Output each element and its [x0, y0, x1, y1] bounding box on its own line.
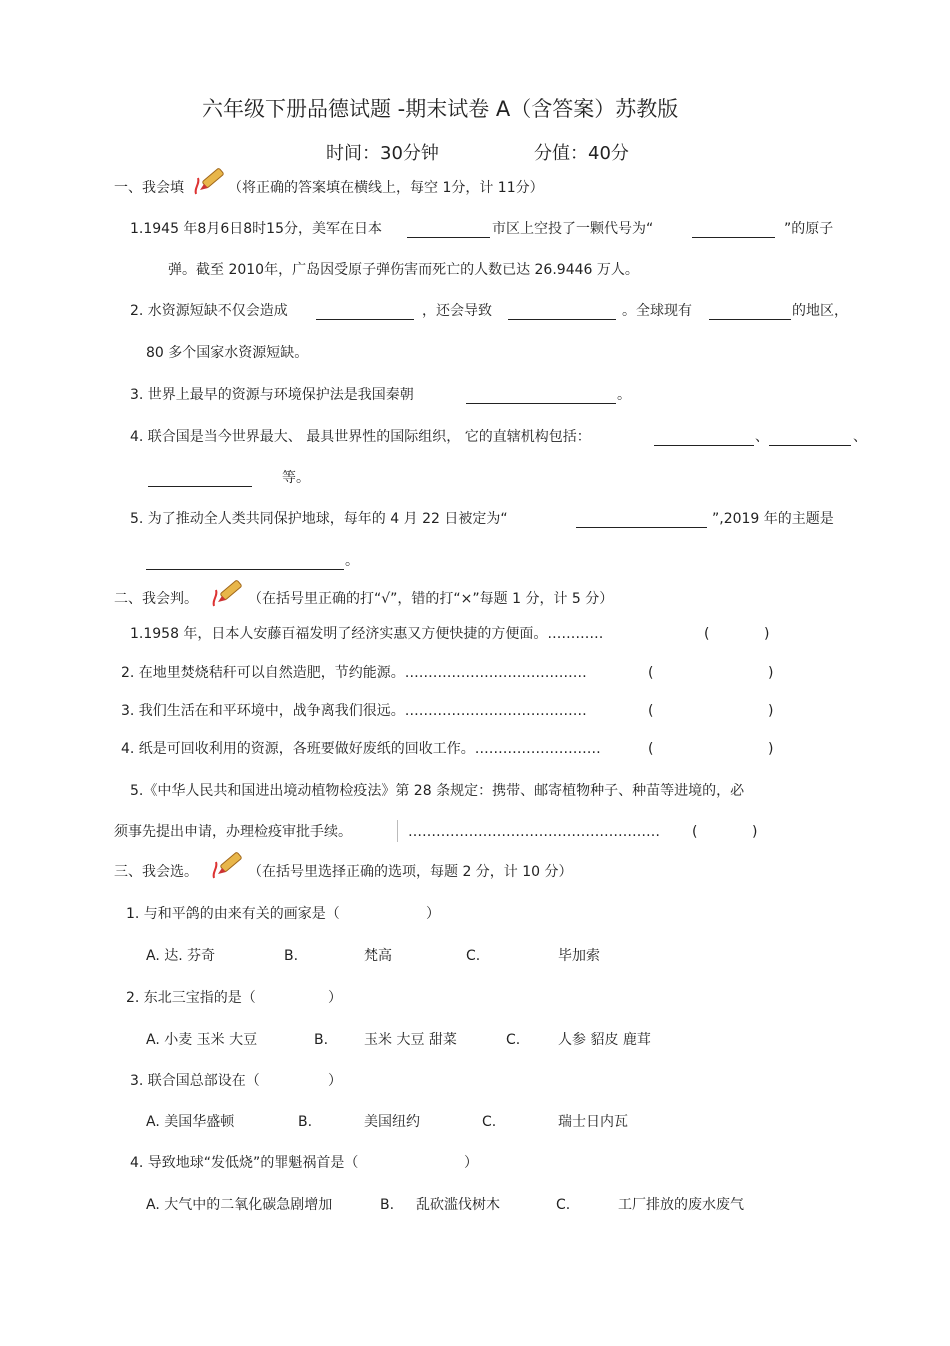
crayon-icon: [210, 576, 246, 610]
s2-q4: 4. 纸是可回收利用的资源，各班要做好废纸的回收工作。………………………: [121, 741, 601, 757]
s1-q4-part-c: 、: [853, 429, 867, 445]
s3-q1-option-b-label[interactable]: B.: [284, 948, 299, 964]
s3-q2-option-c[interactable]: 人参 貂皮 鹿茸: [558, 1032, 651, 1048]
s2-q3-paren-close[interactable]: ): [768, 703, 774, 719]
s2-q1: 1.1958 年，日本人安藤百福发明了经济实惠又方便快捷的方便面。…………: [130, 626, 604, 642]
divider: [397, 820, 398, 842]
s1-q1-part-a: 1.1945 年8月6日8时15分，美军在日本: [130, 221, 382, 237]
s3-q1: 1. 与和平鸽的由来有关的画家是（: [126, 906, 340, 922]
s2-q5-paren-open: (: [692, 824, 698, 840]
s1-q1-part-b: 市区上空投了一颗代号为“: [492, 221, 654, 237]
s3-q4-option-b[interactable]: 乱砍滥伐树木: [416, 1197, 500, 1213]
s2-q3-paren-open: (: [648, 703, 654, 719]
s3-q1-paren-close[interactable]: ）: [426, 906, 440, 922]
s1-q4-blank-2[interactable]: [769, 445, 851, 446]
s2-q2: 2. 在地里焚烧秸秆可以自然造肥，节约能源。…………………………………: [121, 665, 587, 681]
crayon-icon: [210, 848, 246, 882]
s1-q2-part-e: 80 多个国家水资源短缺。: [146, 345, 309, 361]
s1-q4-blank-1[interactable]: [654, 445, 754, 446]
s1-q2-part-b: ，还会导致: [422, 303, 492, 319]
s3-q1-option-c-label[interactable]: C.: [466, 948, 481, 964]
s2-q5-line-2: 须事先提出申请，办理检疫审批手续。: [114, 824, 352, 840]
s3-q4-option-c-label[interactable]: C.: [556, 1197, 571, 1213]
s3-q4-option-c[interactable]: 工厂排放的废水废气: [618, 1197, 744, 1213]
s2-q1-paren-open: (: [704, 626, 710, 642]
s1-q5-part-c: 。: [345, 553, 359, 569]
s1-q4-part-b: 、: [755, 429, 769, 445]
s2-q2-paren-close[interactable]: ): [768, 665, 774, 681]
crayon-icon: [192, 164, 228, 198]
s3-q2-option-b-label[interactable]: B.: [314, 1032, 329, 1048]
s1-q2-part-c: 。全球现有: [622, 303, 692, 319]
s3-q3: 3. 联合国总部设在（: [130, 1073, 260, 1089]
section-1-title: 一、我会填: [114, 180, 184, 196]
s2-q1-paren-close[interactable]: ): [764, 626, 770, 642]
s2-q5-dots: ………………………………………………: [408, 824, 660, 840]
s3-q2-option-a[interactable]: A. 小麦 玉米 大豆: [146, 1032, 258, 1048]
section-2-title: 二、我会判。: [114, 591, 198, 607]
s1-q3-part-b: 。: [617, 387, 631, 403]
section-2-note: （在括号里正确的打“√”，错的打“×”每题 1 分，计 5 分）: [248, 591, 614, 607]
s1-q1-blank-2[interactable]: [692, 237, 775, 238]
s1-q2-part-d: 的地区，: [792, 303, 848, 319]
s1-q5-part-b: ”,2019 年的主题是: [712, 511, 834, 527]
s1-q4-blank-3[interactable]: [148, 486, 252, 487]
s2-q5-paren-close[interactable]: ): [752, 824, 758, 840]
page-title: 六年级下册品德试题 -期末试卷 A（含答案）苏教版: [202, 97, 679, 121]
s1-q5-blank-1[interactable]: [576, 527, 707, 528]
s1-q4-part-d: 等。: [282, 470, 310, 486]
s1-q2-blank-2[interactable]: [508, 319, 616, 320]
s3-q2: 2. 东北三宝指的是（: [126, 990, 256, 1006]
s3-q4-option-a[interactable]: A. 大气中的二氧化碳急剧增加: [146, 1197, 333, 1213]
s3-q4-paren-close[interactable]: ）: [464, 1155, 478, 1171]
s1-q1-part-d: 弹。截至 2010年，广岛因受原子弹伤害而死亡的人数已达 26.9446 万人。: [168, 262, 639, 278]
s3-q1-option-b[interactable]: 梵高: [364, 948, 392, 964]
s1-q1-blank-1[interactable]: [407, 237, 490, 238]
s3-q3-option-c-label[interactable]: C.: [482, 1114, 497, 1130]
s3-q3-option-b[interactable]: 美国纽约: [364, 1114, 420, 1130]
s1-q4-part-a: 4. 联合国是当今世界最大、 最具世界性的国际组织， 它的直辖机构包括：: [130, 429, 591, 445]
s1-q2-blank-1[interactable]: [316, 319, 414, 320]
s3-q1-option-c[interactable]: 毕加索: [558, 948, 600, 964]
s2-q4-paren-open: (: [648, 741, 654, 757]
s3-q2-option-c-label[interactable]: C.: [506, 1032, 521, 1048]
section-1-note: （将正确的答案填在横线上，每空 1分，计 11分）: [228, 180, 544, 196]
s1-q3-part-a: 3. 世界上最早的资源与环境保护法是我国秦朝: [130, 387, 414, 403]
s1-q3-blank[interactable]: [466, 403, 616, 404]
s3-q3-option-a[interactable]: A. 美国华盛顿: [146, 1114, 235, 1130]
s3-q4-option-b-label[interactable]: B.: [380, 1197, 395, 1213]
s1-q2-part-a: 2. 水资源短缺不仅会造成: [130, 303, 288, 319]
exam-score: 分值：40分: [534, 143, 629, 164]
s3-q3-paren-close[interactable]: ）: [328, 1073, 342, 1089]
s2-q2-paren-open: (: [648, 665, 654, 681]
section-3-note: （在括号里选择正确的选项，每题 2 分，计 10 分）: [248, 864, 573, 880]
s2-q3: 3. 我们生活在和平环境中，战争离我们很远。…………………………………: [121, 703, 587, 719]
s1-q5-blank-2[interactable]: [146, 569, 344, 570]
s1-q2-blank-3[interactable]: [709, 319, 791, 320]
s3-q3-option-c[interactable]: 瑞士日内瓦: [558, 1114, 628, 1130]
s3-q4: 4. 导致地球“发低烧”的罪魁祸首是（: [130, 1155, 359, 1171]
exam-time: 时间：30分钟: [326, 143, 439, 164]
section-3-title: 三、我会选。: [114, 864, 198, 880]
s2-q4-paren-close[interactable]: ): [768, 741, 774, 757]
s1-q5-part-a: 5. 为了推动全人类共同保护地球，每年的 4 月 22 日被定为“: [130, 511, 508, 527]
s3-q2-paren-close[interactable]: ）: [328, 990, 342, 1006]
s2-q5-line-1: 5.《中华人民共和国进出境动植物检疫法》第 28 条规定：携带、邮寄植物种子、种苗等进境的，必: [130, 783, 745, 799]
s3-q1-option-a[interactable]: A. 达. 芬奇: [146, 948, 216, 964]
s3-q2-option-b[interactable]: 玉米 大豆 甜菜: [364, 1032, 457, 1048]
s1-q1-part-c: ”的原子: [784, 221, 834, 237]
s3-q3-option-b-label[interactable]: B.: [298, 1114, 313, 1130]
